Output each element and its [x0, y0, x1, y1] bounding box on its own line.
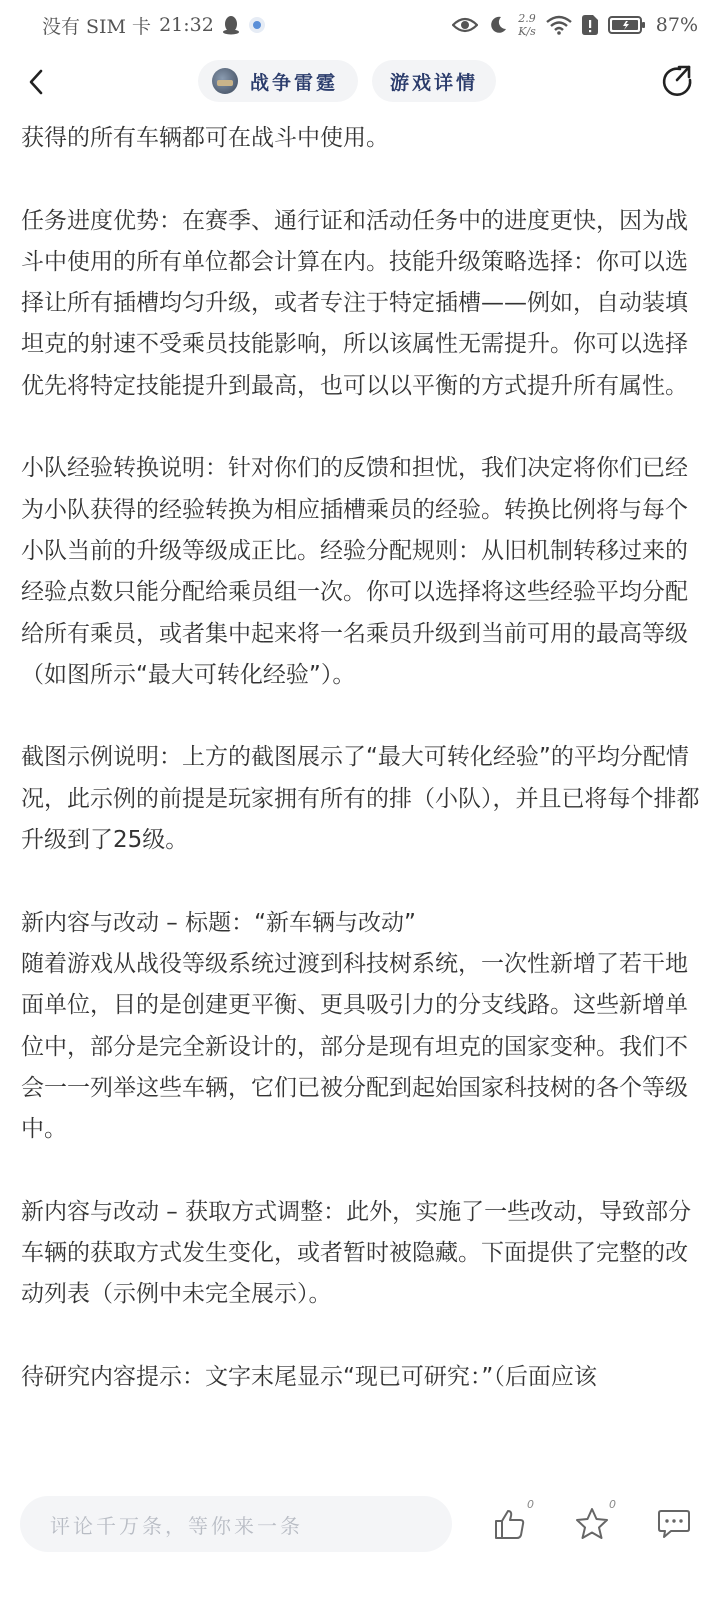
- article-paragraph-heading: 新内容与改动 – 标题：“新车辆与改动”: [21, 909, 416, 936]
- app-notification-icon: [248, 16, 266, 34]
- game-detail-label: 游戏详情: [389, 71, 478, 94]
- chevron-left-icon: [26, 68, 46, 96]
- net-speed-unit: K/s: [518, 25, 536, 38]
- game-avatar: [212, 68, 238, 94]
- favorite-count: 0: [609, 1498, 616, 1511]
- comment-input[interactable]: [20, 1496, 452, 1552]
- eye-icon: [452, 16, 478, 34]
- favorite-button[interactable]: [570, 1498, 616, 1546]
- article-paragraph: 截图示例说明：上方的截图展示了“最大可转化经验”的平均分配情况，此示例的前提是玩家拥有所有的排（小队），并且已将每个排都升级到了25级。: [21, 744, 700, 854]
- article-paragraph: 获得的所有车辆都可在战斗中使用。: [21, 125, 389, 151]
- clock: 21:32: [159, 14, 214, 36]
- article-paragraph: 随着游戏从战役等级系统过渡到科技树系统，一次性新增了若干地面单位，目的是创建更平衡、更具吸引力的分支线路。这些新增单位中，部分是完全新设计的，部分是现有坦克的国家变种。我们不会一一列举这些车辆，它们已被分配到起始国家科技树的各个等级中。: [21, 950, 688, 1143]
- game-name-pill[interactable]: [198, 60, 358, 102]
- article-paragraph: 任务进度优势：在赛季、通行证和活动任务中的进度更快，因为战斗中使用的所有单位都会计算在内。技能升级策略选择：你可以选择让所有插槽均匀升级，或者专注于特定插槽——例如，自动装填坦克的射速不受乘员技能影响，所以该属性无需提升。你可以选择优先将特定技能提升到最高，也可以以平衡的方式提升所有属性。: [21, 207, 688, 399]
- chat-bubble-icon: [657, 1508, 691, 1540]
- bottom-comment-bar: [0, 1482, 720, 1612]
- net-speed-value: 2.9: [518, 12, 536, 25]
- wifi-icon: [546, 15, 572, 35]
- battery-icon: [608, 15, 646, 35]
- article-paragraph: 新内容与改动 – 获取方式调整：此外，实施了一些改动，导致部分车辆的获取方式发生变化，或者暂时被隐藏。下面提供了完整的改动列表（示例中未完全展示）。: [21, 1198, 692, 1308]
- game-detail-pill[interactable]: [372, 60, 496, 102]
- like-count: 0: [527, 1498, 534, 1511]
- status-left: [42, 12, 266, 39]
- article-body: [21, 118, 703, 1440]
- like-button[interactable]: [488, 1498, 534, 1546]
- moon-icon: [488, 15, 508, 35]
- comment-button[interactable]: [652, 1502, 696, 1546]
- status-bar: [0, 0, 720, 50]
- game-name: 战争雷霆: [250, 71, 339, 94]
- back-button[interactable]: [18, 64, 54, 100]
- status-right: [452, 12, 698, 38]
- thumbs-up-icon: [493, 1507, 527, 1541]
- qq-penguin-icon: [222, 15, 240, 35]
- sim-alert-icon: [582, 15, 598, 35]
- comment-placeholder: 评论千万条，等你来一条: [50, 1513, 303, 1538]
- nav-bar: [0, 54, 720, 110]
- carrier-text: 没有 SIM 卡: [42, 15, 152, 38]
- net-speed: [518, 12, 536, 38]
- article-paragraph: 小队经验转换说明：针对你们的反馈和担忧，我们决定将你们已经为小队获得的经验转换为相应插槽乘员的经验。转换比例将与每个小队当前的升级等级成正比。经验分配规则：从旧机制转移过来的经验点数只能分配给乘员组一次。你可以选择将这些经验平均分配给所有乘员，或者集中起来将一名乘员升级到当前可用的最高等级（如图所示“最大可转化经验”）。: [21, 455, 688, 688]
- article-paragraph: 待研究内容提示：文字末尾显示“现已可研究：”（后面应该: [21, 1363, 597, 1390]
- star-icon: [574, 1506, 610, 1542]
- battery-percent: 87%: [655, 14, 698, 36]
- share-icon: [660, 64, 696, 100]
- share-button[interactable]: [658, 62, 698, 102]
